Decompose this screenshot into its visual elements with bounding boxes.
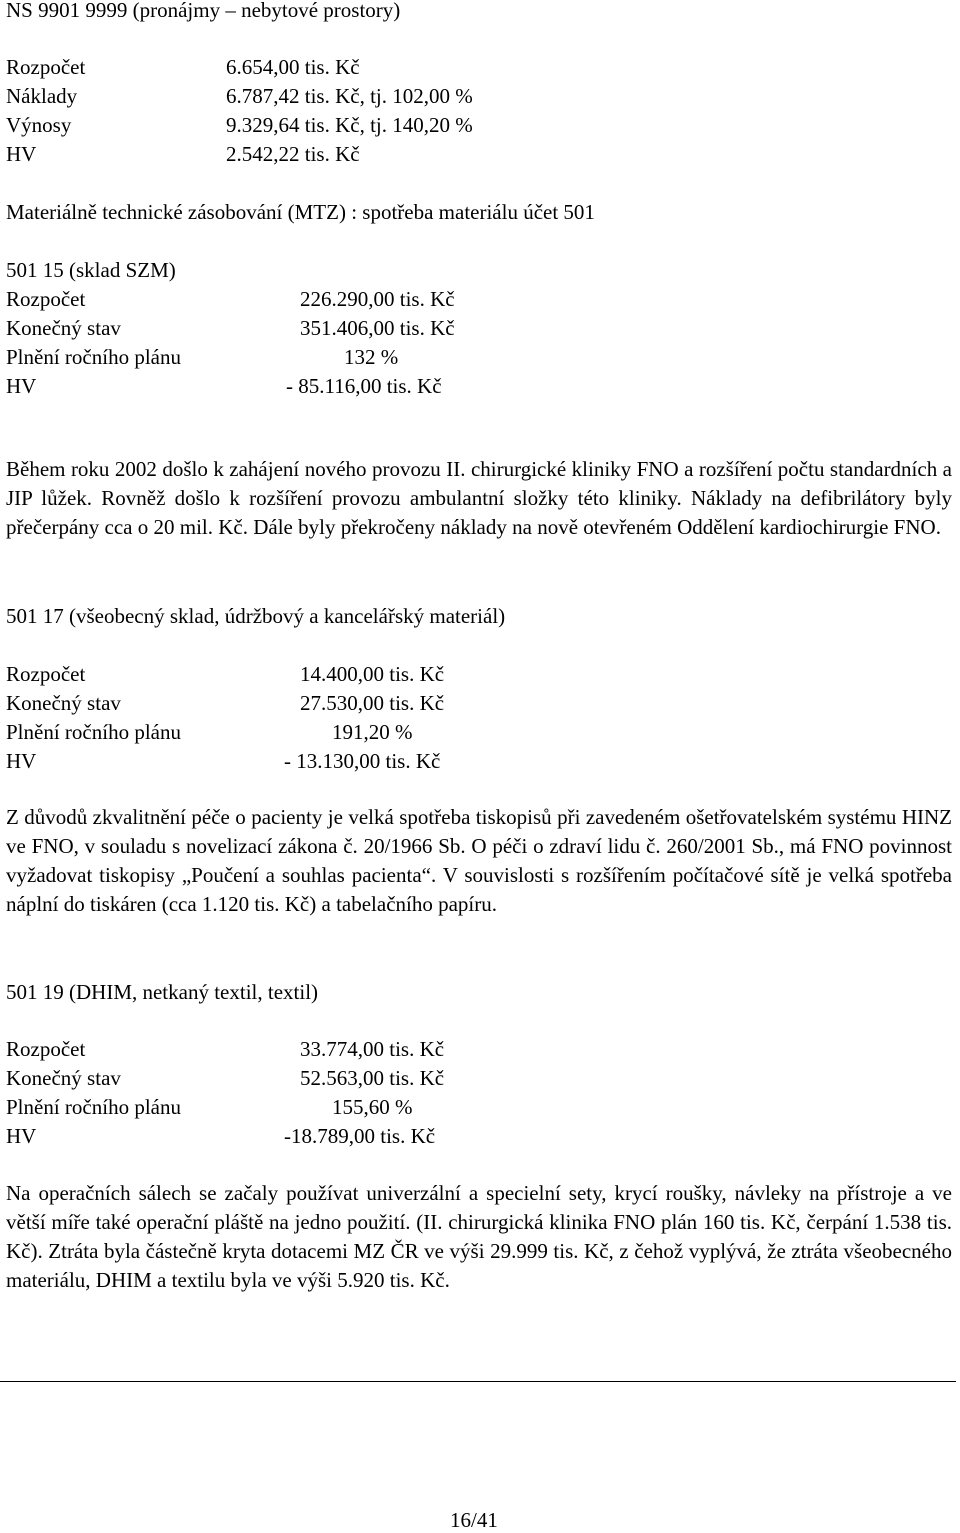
row-label-plan-fulfilment: Plnění ročního plánu (6, 1095, 181, 1119)
summary-label-hv: HV (6, 142, 37, 166)
row-label-budget: Rozpočet (6, 1037, 86, 1061)
row-label-budget: Rozpočet (6, 662, 86, 686)
mtz-title: Materiálně technické zásobování (MTZ) : spotřeba materiálu účet 501 (6, 200, 595, 224)
section-paragraph: Během roku 2002 došlo k zahájení nového provozu II. chirurgické kliniky FNO a rozšíření počtu standardních a JIP lůžek. Rovněž došlo k rozšíření provozu ambulantní složky této kliniky. Náklady na defibrilátory byly přečerpány cca o 20 mil. Kč. Dále byly překročeny náklady na nově otevřeném Oddělení kardiochirurgie FNO. (6, 457, 952, 539)
summary-value-costs: 6.787,42 tis. Kč, tj. 102,00 % (226, 84, 473, 108)
row-label-hv: HV (6, 374, 37, 398)
row-value-final-state: 52.563,00 tis. Kč (300, 1066, 445, 1090)
row-label-hv: HV (6, 749, 37, 773)
footer-divider (0, 1381, 956, 1382)
row-value-hv: - 85.116,00 tis. Kč (286, 374, 442, 398)
row-value-budget: 226.290,00 tis. Kč (300, 287, 455, 311)
summary-label-budget: Rozpočet (6, 55, 86, 79)
row-value-budget: 14.400,00 tis. Kč (300, 662, 445, 686)
page-heading: NS 9901 9999 (pronájmy – nebytové prostory) (6, 0, 401, 22)
section-paragraph: Z důvodů zkvalitnění péče o pacienty je velká spotřeba tiskopisů při zavedeném ošetřovatelském systému HINZ ve FNO, v souladu s novelizací zákona č. 20/1966 Sb. O péči o zdraví lidu č. 260/2001 Sb., má FNO povinnost vyžadovat tiskopisy „Poučení a souhlas pacienta“. V souvislosti s rozšířením počítačové sítě je velká spotřeba náplní do tiskáren (cca 1.120 tis. Kč) a tabelačního papíru. (6, 805, 952, 916)
row-label-final-state: Konečný stav (6, 316, 121, 340)
row-value-hv: - 13.130,00 tis. Kč (284, 749, 441, 773)
row-value-plan-fulfilment: 132 % (344, 345, 399, 369)
summary-value-budget: 6.654,00 tis. Kč (226, 55, 360, 79)
section-title: 501 19 (DHIM, netkaný textil, textil) (6, 980, 319, 1004)
page-number: 16/41 (450, 1508, 498, 1532)
row-value-budget: 33.774,00 tis. Kč (300, 1037, 445, 1061)
row-value-plan-fulfilment: 191,20 % (332, 720, 413, 744)
row-label-hv: HV (6, 1124, 37, 1148)
section-paragraph: Na operačních sálech se začaly používat univerzální a specielní sety, krycí roušky, návleky na přístroje a ve větší míře také operační pláště na jedno použití. (II. chirurgická klinika FNO plán 160 tis. Kč, čerpání 1.538 tis. Kč). Ztráta byla částečně kryta dotacemi MZ ČR ve výši 29.999 tis. Kč, z čehož vyplývá, že ztráta všeobecného materiálu, DHIM a textilu byla ve výši 5.920 tis. Kč. (6, 1181, 952, 1292)
section-title: 501 15 (sklad SZM) (6, 258, 176, 282)
row-label-final-state: Konečný stav (6, 691, 121, 715)
row-value-plan-fulfilment: 155,60 % (332, 1095, 413, 1119)
row-value-final-state: 27.530,00 tis. Kč (300, 691, 445, 715)
row-label-plan-fulfilment: Plnění ročního plánu (6, 345, 181, 369)
row-value-final-state: 351.406,00 tis. Kč (300, 316, 455, 340)
row-label-plan-fulfilment: Plnění ročního plánu (6, 720, 181, 744)
summary-label-revenue: Výnosy (6, 113, 72, 137)
summary-label-costs: Náklady (6, 84, 78, 108)
row-value-hv: -18.789,00 tis. Kč (284, 1124, 436, 1148)
section-title: 501 17 (všeobecný sklad, údržbový a kancelářský materiál) (6, 604, 506, 628)
summary-value-revenue: 9.329,64 tis. Kč, tj. 140,20 % (226, 113, 473, 137)
row-label-budget: Rozpočet (6, 287, 86, 311)
row-label-final-state: Konečný stav (6, 1066, 121, 1090)
summary-value-hv: 2.542,22 tis. Kč (226, 142, 360, 166)
